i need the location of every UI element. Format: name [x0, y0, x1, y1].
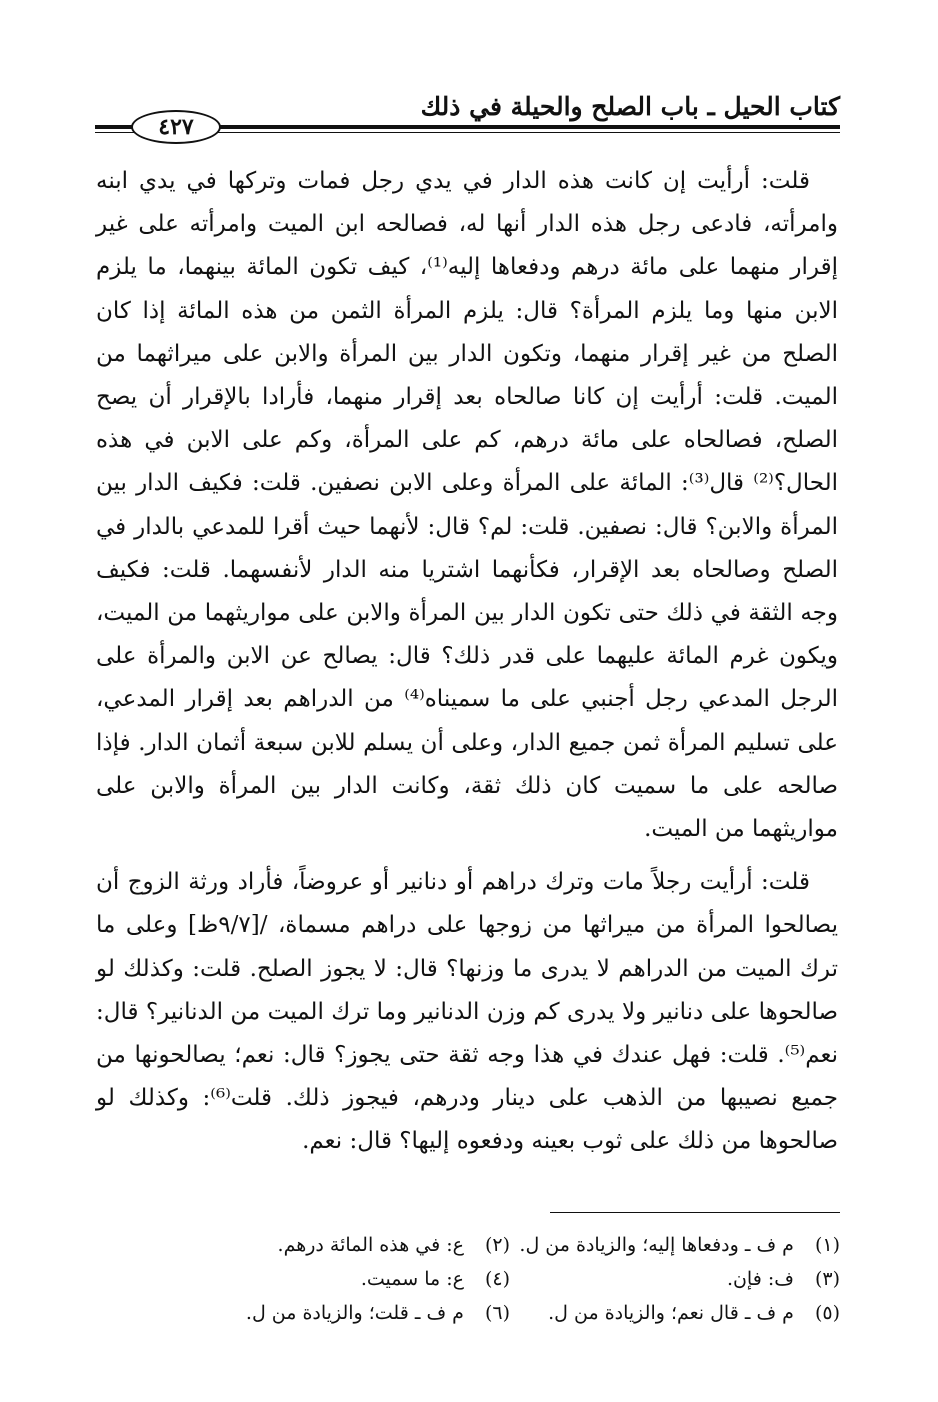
- page-header: [95, 92, 840, 142]
- main-text: [96, 160, 838, 1164]
- page-number-badge: [131, 110, 221, 144]
- paragraph-2: قلت: أرأيت رجلاً مات وترك دراهم أو دنانير أو عروضاً، فأراد ورثة الزوج أن يصالحوا المرأة من ميراثها من زوجها على دراهم مسماة، /[٩/٧ظ] وعلى ما ترك الميت من الدراهم لا يدرى ما وزنها؟ قال: لا يجوز الصلح. قلت: وكذلك لو صالحوها على دنانير ولا يدرى كم وزن الدنانير وما ترك الميت من الدنانير؟ قال: نعم⁽⁵⁾. قلت: فهل عندك في هذا وجه ثقة حتى يجوز؟ قال: نعم؛ يصالحونها من جميع نصيبها من الذهب على دينار ودرهم، فيجوز ذلك. قلت⁽⁶⁾: وكذلك لو صالحوها من ذلك على ثوب بعينه ودفعوه إليها؟ قال: نعم.: [96, 869, 838, 1155]
- footnote-number: (٦): [484, 1302, 510, 1324]
- footnote-number: (٤): [484, 1268, 510, 1290]
- footnote-number: (٣): [814, 1268, 840, 1290]
- footnote-item: [180, 1228, 510, 1262]
- footnote-row: [150, 1296, 840, 1330]
- footnote-text: ع: في هذه المائة درهم.: [277, 1234, 464, 1256]
- footnote-text: م ف ـ قال نعم؛ والزيادة من ل.: [548, 1302, 794, 1324]
- footnote-item: [180, 1296, 510, 1330]
- footnote-text: م ف ـ قلت؛ والزيادة من ل.: [245, 1302, 464, 1324]
- footnote-number: (٢): [484, 1234, 510, 1256]
- footnote-text: ف: فإن.: [726, 1268, 794, 1290]
- footnote-text: ع: ما سميت.: [360, 1268, 464, 1290]
- page-number: ٤٢٧: [158, 114, 194, 140]
- footnote-item: [180, 1262, 510, 1296]
- footnote-item: [510, 1296, 840, 1330]
- footnotes: [150, 1228, 840, 1330]
- footnote-separator: [550, 1212, 840, 1213]
- footnote-item: [510, 1262, 840, 1296]
- running-title: كتاب الحيل ـ باب الصلح والحيلة في ذلك: [420, 92, 840, 121]
- footnote-item: [510, 1228, 840, 1262]
- footnote-row: [150, 1262, 840, 1296]
- footnote-number: (١): [814, 1234, 840, 1256]
- footnote-row: [150, 1228, 840, 1262]
- footnote-text: م ف ـ ودفعاها إليه؛ والزيادة من ل.: [519, 1234, 794, 1256]
- footnote-number: (٥): [814, 1302, 840, 1324]
- paragraph-1: قلت: أرأيت إن كانت هذه الدار في يدي رجل فمات وتركها في يدي ابنه وامرأته، فادعى رجل هذه الدار أنها له، فصالحه ابن الميت وامرأته على غير إقرار منهما على مائة درهم ودفعاها إليه⁽¹⁾، كيف تكون المائة بينهما، ما يلزم الابن منها وما يلزم المرأة؟ قال: يلزم المرأة الثمن من هذه المائة إذا كان الصلح من غير إقرار منهما، وتكون الدار بين المرأة والابن على ميراثهما من الميت. قلت: أرأيت إن كانا صالحاه بعد إقرار منهما، فأرادا بالإقرار أن يصح الصلح، فصالحاه على مائة درهم، كم على المرأة، وكم على الابن في هذه الحال؟⁽²⁾ قال⁽³⁾: المائة على المرأة وعلى الابن نصفين. قلت: فكيف الدار بين المرأة والابن؟ قال: نصفين. قلت: لم؟ قال: لأنهما حيث أقرا للمدعي بالدار في الصلح وصالحاه بعد الإقرار، فكأنهما اشتريا منه الدار لأنفسهما. قلت: فكيف وجه الثقة في ذلك حتى تكون الدار بين المرأة والابن على مواريثهما من الميت، ويكون غرم المائة عليهما على قدر ذلك؟ قال: يصالح عن الابن والمرأة على الرجل المدعي رجل أجنبي على ما سميناه⁽⁴⁾ من الدراهم بعد إقرار المدعي، على تسليم المرأة ثمن جميع الدار، وعلى أن يسلم للابن سبعة أثمان الدار. فإذا صالحه على ما سميت كان ذلك ثقة، وكانت الدار بين المرأة والابن على مواريثهما من الميت.: [96, 168, 838, 843]
